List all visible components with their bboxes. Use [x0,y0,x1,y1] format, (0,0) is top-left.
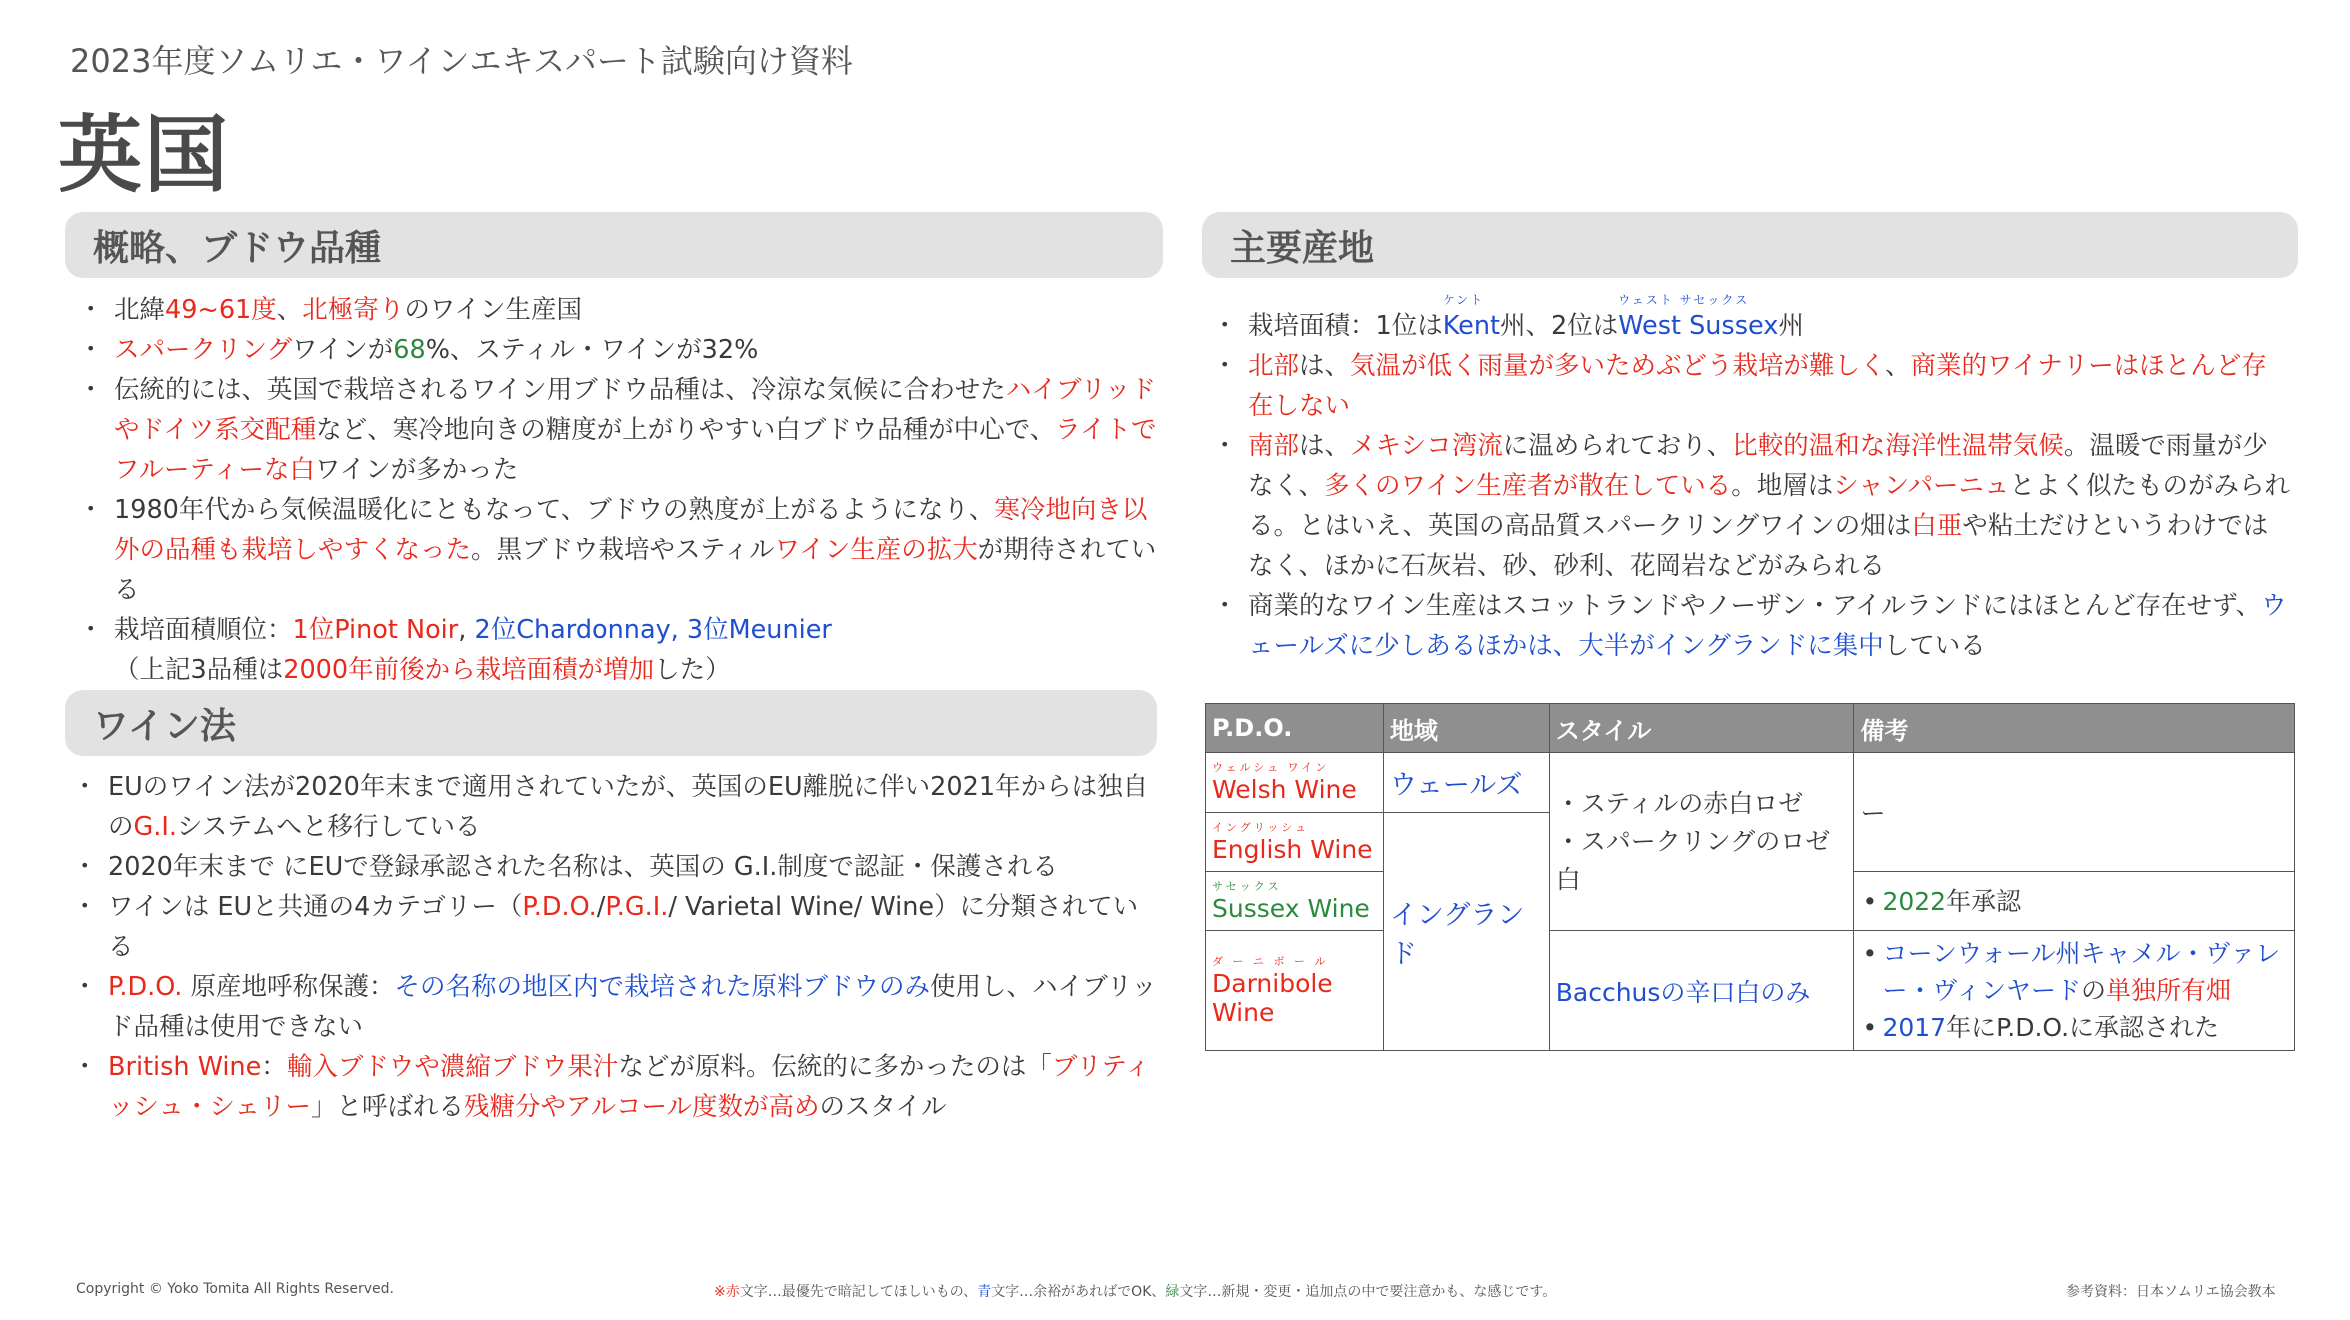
table-header-notes: 備考 [1854,704,2295,753]
overview-item-warming: ・ 1980年代から気候温暖化にともなって、ブドウの熟度が上がるようになり、寒冷地向き以外の品種も栽培しやすくなった。黒ブドウ栽培やスティルワイン生産の拡大が期待されている [78,490,1158,610]
region-item-area: ・ 栽培面積：1位は ケント Kent州、2位は ウェスト サセックス West Sussex州 [1212,306,2292,346]
law-item-protection: ・ 2020年末まで にEUで登録承認された名称は、英国の G.I.制度で認証・保護される [72,847,1162,887]
footer-copyright: Copyright © Yoko Tomita All Rights Reserved. [76,1281,395,1297]
section-header-regions: 主要産地 [1202,212,2298,278]
overview-item-ranking-note: （上記3品種は2000年前後から栽培面積が増加した） [114,655,731,685]
style-cell-still-sparkling: ・スティルの赤白ロゼ ・スパークリングのロゼ白 [1549,753,1854,931]
law-item-gi-system: ・ EUのワイン法が2020年末まで適用されていたが、英国のEU離脱に伴い2021年からは独自のG.I.システムへと移行している [72,767,1162,847]
law-item-categories: ・ ワインは EUと共通の4カテゴリー（P.D.O./P.G.I./ Varietal Wine/ Wine）に分類されている [72,887,1162,967]
overview-item-tradition: ・ 伝統的には、英国で栽培されるワイン用ブドウ品種は、冷涼な気候に合わせたハイブリッドやドイツ系交配種など、寒冷地向きの糖度が上がりやすい白ブドウ品種が中心で、ライトでフルーティーな白ワインが多かった [78,370,1158,490]
footer-color-legend: ※赤文字…最優先で暗記してほしいもの、青文字…余裕があればでOK、緑文字…新規・変更・追加点の中で要注意かも、な感じです。 [714,1284,1557,1300]
section-header-wine-law: ワイン法 [65,690,1157,756]
table-header-pdo: P.D.O. [1206,704,1384,753]
footer-reference: 参考資料：日本ソムリエ協会教本 [2066,1284,2276,1300]
note-dash: ー [1854,753,2295,872]
note-sussex: • 2022年承認 [1854,872,2295,931]
table-header-region: 地域 [1383,704,1549,753]
ruby-kent: ケント Kent [1442,293,1501,341]
region-item-south: ・ 南部は、メキシコ湾流に温められており、比較的温和な海洋性温帯気候。温暖で雨量が少なく、多くのワイン生産者が散在している。地層はシャンパーニュとよく似たものがみられる。とはいえ、英国の高品質スパークリングワインの畑は白亜や粘土だけというわけではなく、ほかに石灰岩、砂、砂利、花岡岩などがみられる [1212,426,2292,586]
pdo-darnibole-wine: ダ ー ニ ボ ー ル Darnibole Wine [1206,931,1384,1051]
pdo-sussex-wine: サセックス Sussex Wine [1206,872,1384,931]
region-england: イングランド [1383,813,1549,1051]
region-item-distribution: ・ 商業的なワイン生産はスコットランドやノーザン・アイルランドにはほとんど存在せず、ウェールズに少しあるほかは、大半がイングランドに集中している [1212,586,2292,666]
page-title: 英国 [58,106,231,204]
document-subtitle: 2023年度ソムリエ・ワインエキスパート試験向け資料 [70,42,853,80]
overview-item-ranking: ・ 栽培面積順位：1位Pinot Noir, 2位Chardonnay, 3位Meunier [78,610,1158,650]
style-bacchus: Bacchusの辛口白のみ [1549,931,1854,1051]
overview-item-ratio: ・ スパークリングワインが68%、スティル・ワインが32% [78,330,1158,370]
law-item-pdo: ・ P.D.O. 原産地呼称保護：その名称の地区内で栽培された原料ブドウのみ使用し、ハイブリッド品種は使用できない [72,967,1162,1047]
overview-item-latitude: ・ 北緯49~61度、北極寄りのワイン生産国 [78,290,1158,330]
note-darnibole: • コーンウォール州キャメル・ヴァレー・ヴィンヤードの単独所有畑 • 2017年にP.D.O.に承認された [1854,931,2295,1051]
pdo-english-wine: イングリッシュ English Wine [1206,813,1384,872]
section-header-overview: 概略、ブドウ品種 [65,212,1163,278]
pdo-welsh-wine: ウェルシュ ワイン Welsh Wine [1206,753,1384,813]
region-item-north: ・ 北部は、気温が低く雨量が多いためぶどう栽培が難しく、商業的ワイナリーはほとんど存在しない [1212,346,2292,426]
law-item-british-wine: ・ British Wine：輸入ブドウや濃縮ブドウ果汁などが原料。伝統的に多かったのは「ブリティッシュ・シェリー」と呼ばれる残糖分やアルコール度数が高めのスタイル [72,1047,1162,1127]
ruby-west-sussex: ウェスト サセックス West Sussex [1618,293,1779,341]
law-list [72,767,1162,1127]
table-row [1206,753,2295,813]
table-row [1206,931,2295,1051]
region-wales: ウェールズ [1383,753,1549,813]
pdo-table [1205,703,2295,1051]
overview-list [78,290,1158,690]
table-header-row [1206,704,2295,753]
table-header-style: スタイル [1549,704,1854,753]
regions-list [1212,293,2292,666]
